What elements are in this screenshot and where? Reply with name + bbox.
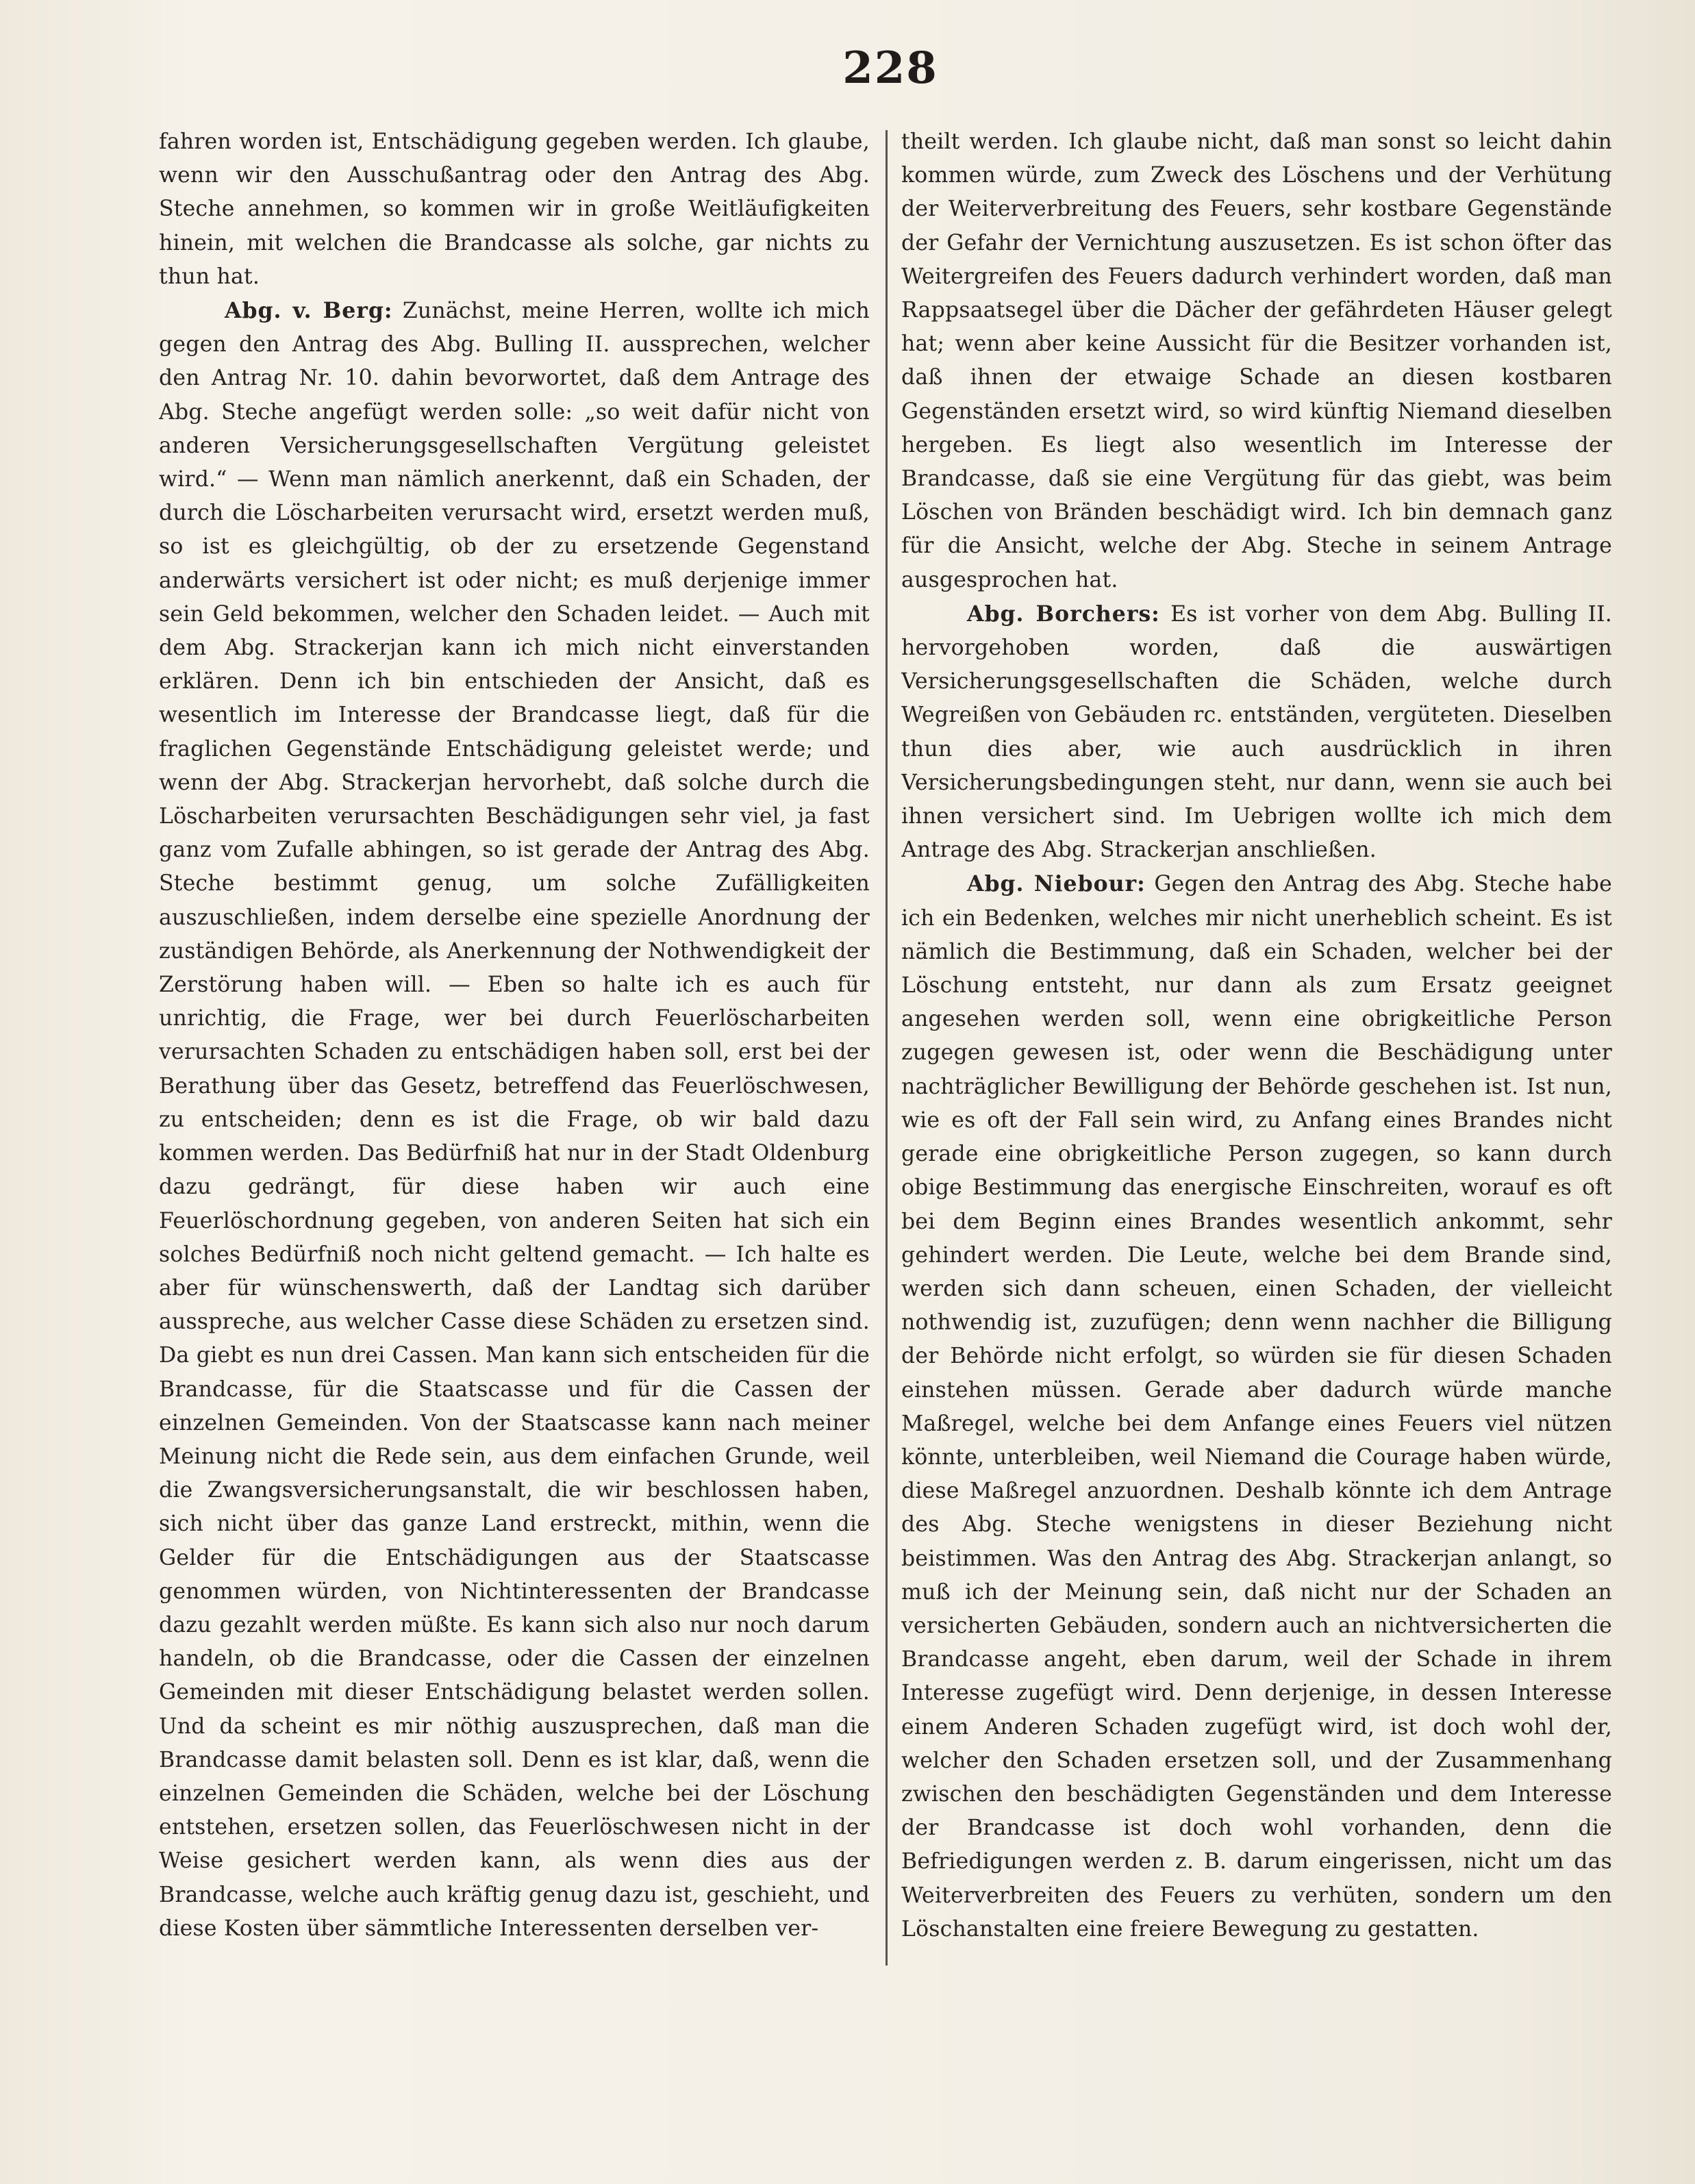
paragraph bbox=[901, 597, 1612, 868]
paragraph-text: fahren worden ist, Entschädigung gegeben werden. Ich glaube, wenn wir den Ausschußantrag oder den Antrag des Abg. Steche annehmen, so kommen wir in große Weitläufigkeiten hinein, mit welchen die Brandcasse als solche, gar nichts zu thun hat. bbox=[159, 129, 870, 289]
paragraph bbox=[159, 125, 870, 294]
right-column bbox=[901, 125, 1612, 1974]
page-number: 228 bbox=[842, 42, 938, 94]
paragraph bbox=[901, 867, 1612, 1946]
paragraph-text: theilt werden. Ich glaube nicht, daß man sonst so leicht dahin kommen würde, zum Zweck des Löschens und der Verhütung der Weiterverbreitung des Feuers, sehr kostbare Gegenstände der Gefahr der Vernichtung auszusetzen. Es ist schon öfter das Weitergreifen des Feuers dadurch verhindert worden, daß man Rappsaatsegel über die Dächer der gefährdeten Häuser gelegt hat; wenn aber keine Aussicht für die Besitzer vorhanden ist, daß ihnen der etwaige Schade an diesen kostbaren Gegenständen ersetzt wird, so wird künftig Niemand dieselben hergeben. Es liegt also wesentlich im Interesse der Brandcasse, daß sie eine Vergütung für das giebt, was beim Löschen von Bränden beschädigt wird. Ich bin demnach ganz für die Ansicht, welche der Abg. Steche in seinem Antrage ausgesprochen hat. bbox=[901, 129, 1612, 592]
left-column bbox=[159, 125, 870, 1974]
speaker-label: Abg. Borchers: bbox=[967, 601, 1160, 627]
column-divider bbox=[886, 130, 888, 1966]
paragraph bbox=[159, 294, 870, 1946]
paragraph-text: Zunächst, meine Herren, wollte ich mich gegen den Antrag des Abg. Bulling II. aussprechen, welcher den Antrag Nr. 10. dahin bevorwortet, daß dem Antrage des Abg. Steche angefügt werden solle: „so weit dafür nicht von anderen Versicherungsgesellschaften Vergütung geleistet wird.“ — Wenn man nämlich anerkennt, daß ein Schaden, der durch die Löscharbeiten verursacht wird, ersetzt werden muß, so ist es gleichgültig, ob der zu ersetzende Gegenstand anderwärts versichert ist oder nicht; es muß derjenige immer sein Geld bekommen, welcher den Schaden leidet. — Auch mit dem Abg. Strackerjan kann ich mich nicht einverstanden erklären. Denn ich bin entschieden der Ansicht, daß es wesentlich im Interesse der Brandcasse liegt, daß für die fraglichen Gegenstände Entschädigung geleistet werde; und wenn der Abg. Strackerjan hervorhebt, daß solche durch die Löscharbeiten verursachten Beschädigungen sehr viel, ja fast ganz vom Zufalle abhingen, so ist gerade der Antrag des Abg. Steche bestimmt genug, um solche Zufälligkeiten auszuschließen, indem derselbe eine spezielle Anordnung der zuständigen Behörde, als Anerkennung der Nothwendigkeit der Zerstörung haben will. — Eben so halte ich es auch für unrichtig, die Frage, wer bei durch Feuerlöscharbeiten verursachten Schaden zu entschädigen haben soll, erst bei der Berathung über das Gesetz, betreffend das Feuerlöschwesen, zu entscheiden; denn es ist die Frage, ob wir bald dazu kommen werden. Das Bedürfniß hat nur in der Stadt Oldenburg dazu gedrängt, für diese haben wir auch eine Feuerlöschordnung gegeben, von anderen Seiten hat sich ein solches Bedürfniß noch nicht geltend gemacht. — Ich halte es aber für wünschenswerth, daß der Landtag sich darüber ausspreche, aus welcher Casse diese Schäden zu ersetzen sind. Da giebt es nun drei Cassen. Man kann sich entscheiden für die Brandcasse, für die Staatscasse und für die Cassen der einzelnen Gemeinden. Von der Staatscasse kann nach meiner Meinung nicht die Rede sein, aus dem einfachen Grunde, weil die Zwangsversicherungsanstalt, die wir beschlossen haben, sich nicht über das ganze Land erstreckt, mithin, wenn die Gelder für die Entschädigungen aus der Staatscasse genommen würden, von Nichtinteressenten der Brandcasse dazu gezahlt werden müßte. Es kann sich also nur noch darum handeln, ob die Brandcasse, oder die Cassen der einzelnen Gemeinden mit dieser Entschädigung belastet werden sollen. Und da scheint es mir nöthig auszusprechen, daß man die Brandcasse damit belasten soll. Denn es ist klar, daß, wenn die einzelnen Gemeinden die Schäden, welche bei der Löschung entstehen, ersetzen sollen, das Feuerlöschwesen nicht in der Weise gesichert werden kann, als wenn dies aus der Brandcasse, welche auch kräftig genug dazu ist, geschieht, und diese Kosten über sämmtliche Interessenten derselben ver- bbox=[159, 299, 870, 1941]
paragraph bbox=[901, 125, 1612, 597]
speaker-label: Abg. Niebour: bbox=[967, 871, 1146, 897]
speaker-label: Abg. v. Berg: bbox=[225, 298, 393, 324]
paragraph-text: Gegen den Antrag des Abg. Steche habe ich ein Bedenken, welches mir nicht unerheblich scheint. Es ist nämlich die Bestimmung, daß ein Schaden, welcher bei der Löschung entsteht, nur dann als zum Ersatz geeignet angesehen werden soll, wenn eine obrigkeitliche Person zugegen gewesen ist, oder wenn die Beschädigung unter nachträglicher Bewilligung der Behörde geschehen ist. Ist nun, wie es oft der Fall sein wird, zu Anfang eines Brandes nicht gerade eine obrigkeitliche Person zugegen, so kann durch obige Bestimmung das energische Einschreiten, worauf es oft bei dem Beginn eines Brandes wesentlich ankommt, sehr gehindert werden. Die Leute, welche bei dem Brande sind, werden sich dann scheuen, einen Schaden, der vielleicht nothwendig ist, zuzufügen; denn wenn nachher die Billigung der Behörde nicht erfolgt, so würden sie für diesen Schaden einstehen müssen. Gerade aber dadurch würde manche Maßregel, welche bei dem Anfange eines Feuers viel nützen könnte, unterbleiben, weil Niemand die Courage haben würde, diese Maßregel anzuordnen. Deshalb könnte ich dem Antrage des Abg. Steche wenigstens in dieser Beziehung nicht beistimmen. Was den Antrag des Abg. Strackerjan anlangt, so muß ich der Meinung sein, daß nicht nur der Schaden an versicherten Gebäuden, sondern auch an nichtversicherten die Brandcasse angeht, eben darum, weil der Schade in ihrem Interesse zugefügt wird. Denn derjenige, in dessen Interesse einem Anderen Schaden zugefügt wird, ist doch wohl der, welcher den Schaden ersetzen soll, und der Zusammenhang zwischen den beschädigten Gegenständen und dem Interesse der Brandcasse ist doch wohl vorhanden, denn die Befriedigungen werden z. B. darum eingerissen, nicht um das Weiterverbreiten des Feuers zu verhüten, sondern um den Löschanstalten eine freiere Bewegung zu gestatten. bbox=[901, 872, 1612, 1942]
paragraph-text: Es ist vorher von dem Abg. Bulling II. hervorgehoben worden, daß die auswärtigen Versicherungsgesellschaften die Schäden, welche durch Wegreißen von Gebäuden rc. entständen, vergüteten. Dieselben thun dies aber, wie auch ausdrücklich in ihren Versicherungsbedingungen steht, nur dann, wenn sie auch bei ihnen versichert sind. Im Uebrigen wollte ich mich dem Antrage des Abg. Strackerjan anschließen. bbox=[901, 601, 1612, 863]
